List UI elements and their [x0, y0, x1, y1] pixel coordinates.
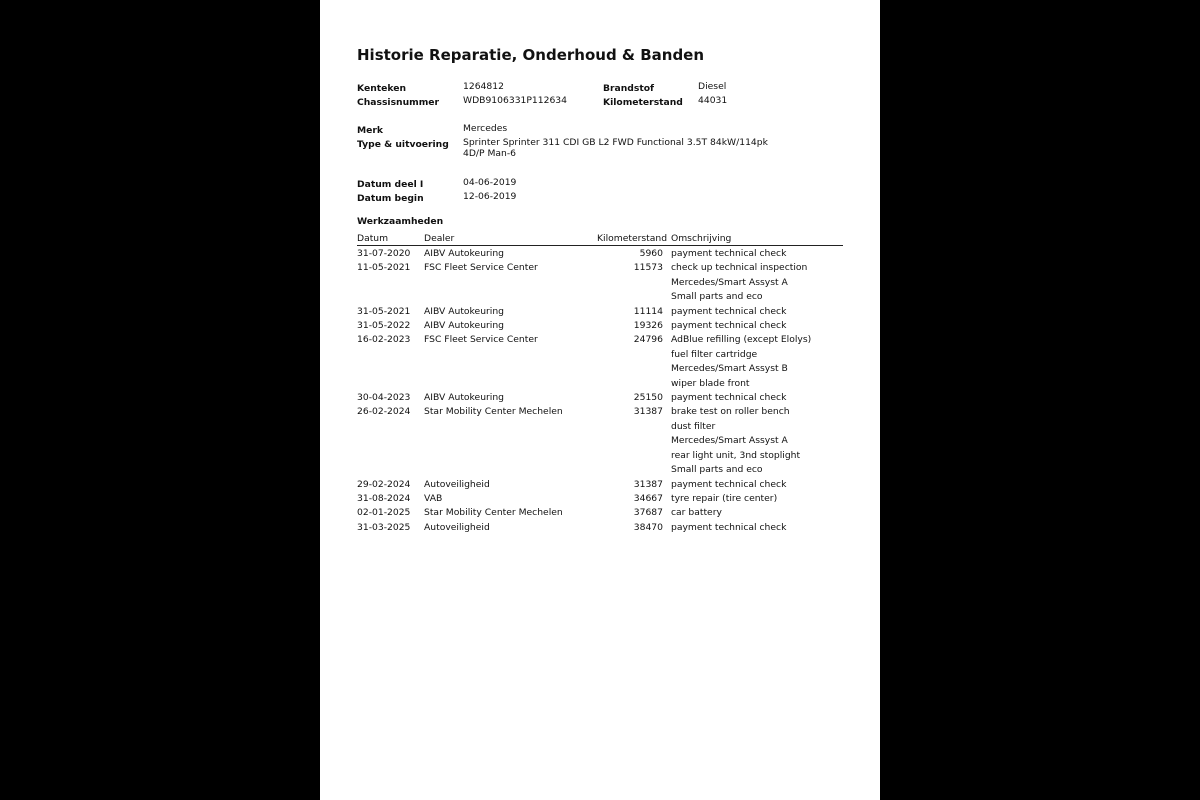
- row-description-line: payment technical check: [671, 320, 787, 332]
- brandstof-label: Brandstof: [603, 83, 655, 94]
- row-kilometerstand: 38470: [633, 521, 663, 533]
- row-description-line: payment technical check: [671, 248, 787, 259]
- row-date: 02-01-2025: [357, 507, 411, 519]
- row-date: 16-02-2023: [357, 334, 411, 346]
- datum-deel-value: 04-06-2019: [463, 177, 517, 188]
- row-date: 31-08-2024: [357, 492, 411, 504]
- row-description-line: payment technical check: [671, 305, 787, 317]
- table-row: [357, 405, 843, 477]
- row-date: 26-02-2024: [357, 406, 411, 418]
- kenteken-label: Kenteken: [357, 83, 406, 94]
- table-row: [357, 261, 843, 304]
- table-row: [357, 305, 843, 319]
- row-date: 31-05-2021: [357, 305, 411, 317]
- kilometerstand-label: Kilometerstand: [603, 97, 683, 108]
- row-date: 31-05-2022: [357, 320, 411, 332]
- row-dealer: VAB: [424, 492, 443, 504]
- row-kilometerstand: 19326: [633, 320, 663, 332]
- row-date: 31-07-2020: [357, 248, 411, 259]
- row-description-line: payment technical check: [671, 478, 787, 490]
- row-descriptions: [671, 478, 843, 492]
- header-divider: [357, 245, 843, 246]
- brandstof-value: Diesel: [698, 81, 727, 92]
- row-description-line: Small parts and eco: [671, 464, 763, 476]
- row-description-line: payment technical check: [671, 521, 787, 533]
- page-title: Historie Reparatie, Onderhoud & Banden: [357, 46, 705, 64]
- row-dealer: FSC Fleet Service Center: [424, 334, 538, 346]
- row-kilometerstand: 37687: [633, 507, 663, 519]
- row-description-line: tyre repair (tire center): [671, 492, 778, 504]
- row-descriptions: [671, 492, 843, 506]
- column-header-omschrijving: Omschrijving: [671, 233, 732, 244]
- type-value-line1: Sprinter Sprinter 311 CDI GB L2 FWD Functional 3.5T 84kW/114pk: [463, 137, 768, 148]
- row-description-line: payment technical check: [671, 392, 787, 404]
- row-dealer: AIBV Autokeuring: [424, 305, 505, 317]
- type-label: Type & uitvoering: [357, 139, 449, 150]
- row-description-line: dust filter: [671, 420, 716, 432]
- row-description-line: car battery: [671, 507, 722, 519]
- row-description-line: Mercedes/Smart Assyst A: [671, 276, 788, 288]
- merk-label: Merk: [357, 125, 384, 136]
- chassis-value: WDB9106331P112634: [463, 95, 567, 106]
- row-descriptions: [671, 506, 843, 520]
- work-history-table: [357, 247, 843, 535]
- row-kilometerstand: 11114: [633, 305, 663, 317]
- datum-begin-label: Datum begin: [357, 193, 424, 204]
- chassis-label: Chassisnummer: [357, 97, 440, 108]
- row-description-line: Mercedes/Smart Assyst B: [671, 363, 788, 375]
- row-date: 11-05-2021: [357, 262, 411, 274]
- datum-deel-label: Datum deel I: [357, 179, 424, 190]
- table-row: [357, 478, 843, 492]
- row-descriptions: [671, 521, 843, 535]
- row-description-line: AdBlue refilling (except Elolys): [671, 334, 812, 346]
- row-description-line: Mercedes/Smart Assyst A: [671, 435, 788, 447]
- row-date: 30-04-2023: [357, 392, 411, 404]
- row-description-line: brake test on roller bench: [671, 406, 790, 418]
- row-date: 29-02-2024: [357, 478, 411, 490]
- row-kilometerstand: 24796: [633, 334, 663, 346]
- kilometerstand-value: 44031: [698, 95, 728, 106]
- table-row: [357, 492, 843, 506]
- row-kilometerstand: 25150: [633, 392, 663, 404]
- section-title: Werkzaamheden: [357, 216, 444, 227]
- table-row: [357, 333, 843, 391]
- row-description-line: check up technical inspection: [671, 262, 808, 274]
- document-page: [320, 0, 880, 800]
- row-dealer: AIBV Autokeuring: [424, 320, 505, 332]
- column-header-dealer: Dealer: [424, 233, 455, 244]
- row-description-line: Small parts and eco: [671, 291, 763, 303]
- row-descriptions: [671, 247, 843, 261]
- row-description-line: fuel filter cartridge: [671, 348, 758, 360]
- row-kilometerstand: 31387: [633, 478, 663, 490]
- row-kilometerstand: 34667: [633, 492, 663, 504]
- table-row: [357, 521, 843, 535]
- merk-value: Mercedes: [463, 123, 508, 134]
- row-dealer: Autoveiligheid: [424, 478, 490, 490]
- row-descriptions: [671, 333, 843, 391]
- row-descriptions: [671, 405, 843, 477]
- table-row: [357, 247, 843, 261]
- row-description-line: wiper blade front: [671, 377, 750, 389]
- row-kilometerstand: 11573: [633, 262, 663, 274]
- row-description-line: rear light unit, 3nd stoplight: [671, 449, 801, 461]
- column-header-datum: Datum: [357, 233, 389, 244]
- row-descriptions: [671, 305, 843, 319]
- kenteken-value: 1264812: [463, 81, 504, 92]
- column-header-kilometerstand: Kilometerstand: [597, 233, 668, 244]
- table-row: [357, 506, 843, 520]
- row-kilometerstand: 5960: [639, 248, 663, 259]
- table-row: [357, 319, 843, 333]
- row-dealer: AIBV Autokeuring: [424, 392, 505, 404]
- row-kilometerstand: 31387: [633, 406, 663, 418]
- row-date: 31-03-2025: [357, 521, 411, 533]
- row-dealer: AIBV Autokeuring: [424, 248, 505, 259]
- row-dealer: Star Mobility Center Mechelen: [424, 406, 563, 418]
- row-descriptions: [671, 391, 843, 405]
- datum-begin-value: 12-06-2019: [463, 191, 517, 202]
- row-dealer: Autoveiligheid: [424, 521, 490, 533]
- row-descriptions: [671, 261, 843, 304]
- type-value-line2: 4D/P Man-6: [463, 148, 517, 159]
- row-dealer: FSC Fleet Service Center: [424, 262, 538, 274]
- row-descriptions: [671, 319, 843, 333]
- table-row: [357, 391, 843, 405]
- row-dealer: Star Mobility Center Mechelen: [424, 507, 563, 519]
